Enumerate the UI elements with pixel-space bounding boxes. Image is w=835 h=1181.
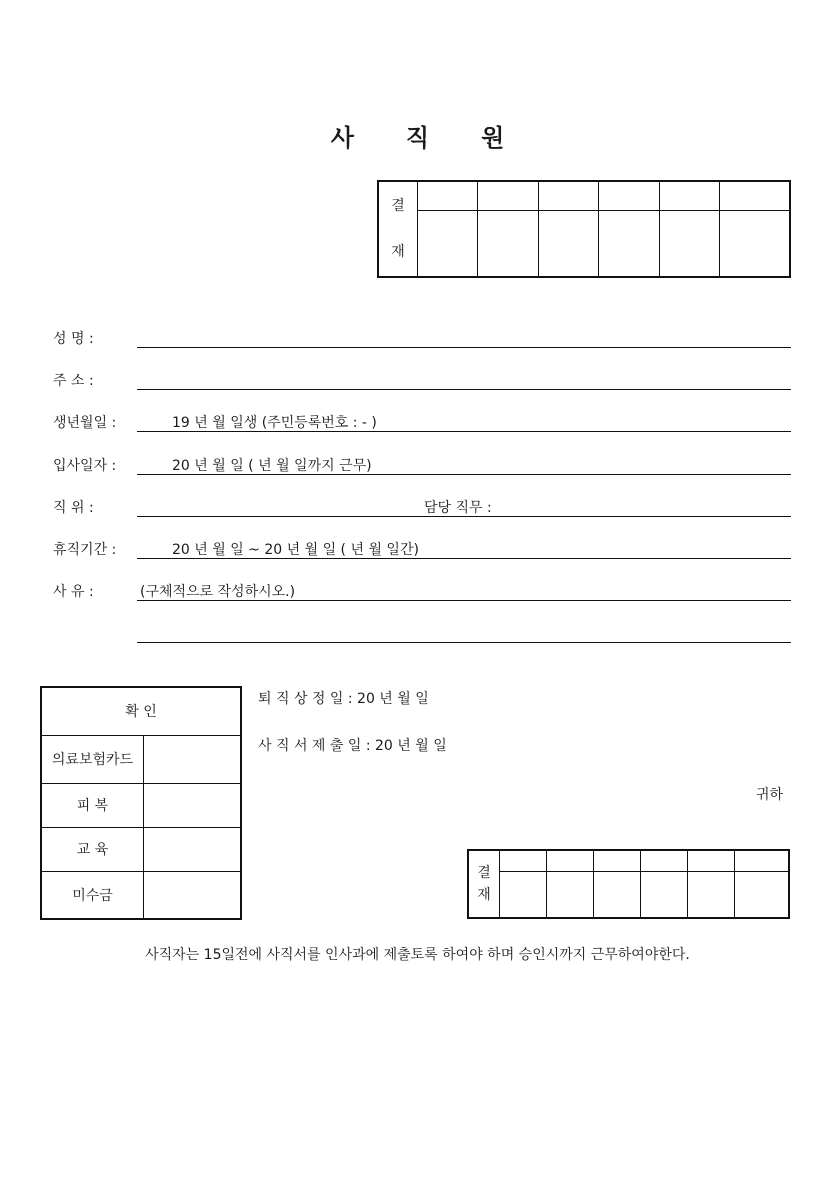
approval-cell[interactable] — [500, 850, 547, 871]
approval-cell[interactable] — [659, 210, 719, 277]
approval-cell[interactable] — [734, 871, 789, 918]
reason-hint: (구체적으로 작성하시오.) — [140, 584, 296, 600]
approval-cell[interactable] — [640, 871, 687, 918]
approval-cell[interactable] — [719, 210, 790, 277]
approval-cell[interactable] — [538, 210, 598, 277]
leave-period-value: 20 년 월 일 ~ 20 년 월 일 ( 년 월 일간) — [172, 542, 419, 558]
approval-cell[interactable] — [418, 181, 478, 210]
approval-cell[interactable] — [478, 181, 538, 210]
approval-cell[interactable] — [418, 210, 478, 277]
approval-cell[interactable] — [538, 181, 598, 210]
confirm-item-label: 교 육 — [41, 827, 144, 871]
document-title — [0, 118, 835, 153]
join-date-field-line[interactable] — [137, 474, 791, 475]
leave-period-label: 휴직기간 : — [53, 542, 117, 558]
approval-cell[interactable] — [640, 850, 687, 871]
approval-cell[interactable] — [687, 850, 734, 871]
name-label: 성 명 : — [53, 331, 94, 347]
approval-box-top — [377, 180, 791, 278]
approval-cell[interactable] — [593, 850, 640, 871]
reason-field-line-1[interactable] — [137, 600, 791, 601]
title-char-1: 사 — [330, 124, 354, 152]
position-label: 직 위 : — [53, 500, 94, 516]
join-date-value: 20 년 월 일 ( 년 월 일까지 근무) — [172, 458, 372, 474]
reason-field-line-2[interactable] — [137, 642, 791, 643]
approval-cell[interactable] — [659, 181, 719, 210]
confirm-item-cell[interactable] — [144, 783, 242, 827]
name-field-line[interactable] — [137, 347, 791, 348]
confirm-item-label: 피 복 — [41, 783, 144, 827]
approval-cell[interactable] — [500, 871, 547, 918]
confirm-item-label: 의료보험카드 — [41, 735, 144, 783]
approval-cell[interactable] — [719, 181, 790, 210]
approval-cell[interactable] — [546, 850, 593, 871]
address-field-line[interactable] — [137, 389, 791, 390]
approval-label-top: 결 — [391, 198, 405, 214]
approval-label-bottom: 재 — [477, 887, 491, 903]
recipient-label: 귀하 — [756, 787, 784, 803]
birth-field-line[interactable] — [137, 431, 791, 432]
title-char-3: 원 — [481, 124, 505, 152]
approval-cell[interactable] — [546, 871, 593, 918]
approval-cell[interactable] — [734, 850, 789, 871]
duty-label: 담당 직무 : — [424, 500, 492, 516]
address-label: 주 소 : — [53, 373, 94, 389]
position-field-line[interactable] — [137, 516, 791, 517]
approval-label — [378, 181, 418, 277]
confirm-item-cell[interactable] — [144, 871, 242, 919]
reason-label: 사 유 : — [53, 584, 94, 600]
approval-label-top: 결 — [477, 865, 491, 881]
approval-cell[interactable] — [599, 181, 659, 210]
approval-box-bottom — [467, 849, 790, 919]
submit-date: 사 직 서 제 출 일 : 20 년 월 일 — [258, 738, 447, 754]
retire-date: 퇴 직 상 정 일 : 20 년 월 일 — [258, 691, 429, 707]
approval-cell[interactable] — [599, 210, 659, 277]
title-char-2: 직 — [405, 124, 430, 152]
confirmation-table — [40, 686, 242, 920]
approval-label-bottom: 재 — [391, 244, 405, 260]
join-date-label: 입사일자 : — [53, 458, 117, 474]
confirmation-header: 확 인 — [41, 687, 241, 735]
approval-cell[interactable] — [593, 871, 640, 918]
confirm-item-cell[interactable] — [144, 735, 242, 783]
confirm-item-cell[interactable] — [144, 827, 242, 871]
birth-value: 19 년 월 일생 (주민등록번호 : - ) — [172, 415, 377, 431]
leave-period-field-line[interactable] — [137, 558, 791, 559]
approval-label — [468, 850, 500, 918]
birth-label: 생년월일 : — [53, 415, 117, 431]
footer-note: 사직자는 15일전에 사직서를 인사과에 제출토록 하여야 하며 승인시까지 근무하여야한다. — [145, 947, 690, 963]
approval-cell[interactable] — [687, 871, 734, 918]
approval-cell[interactable] — [478, 210, 538, 277]
confirm-item-label: 미수금 — [41, 871, 144, 919]
